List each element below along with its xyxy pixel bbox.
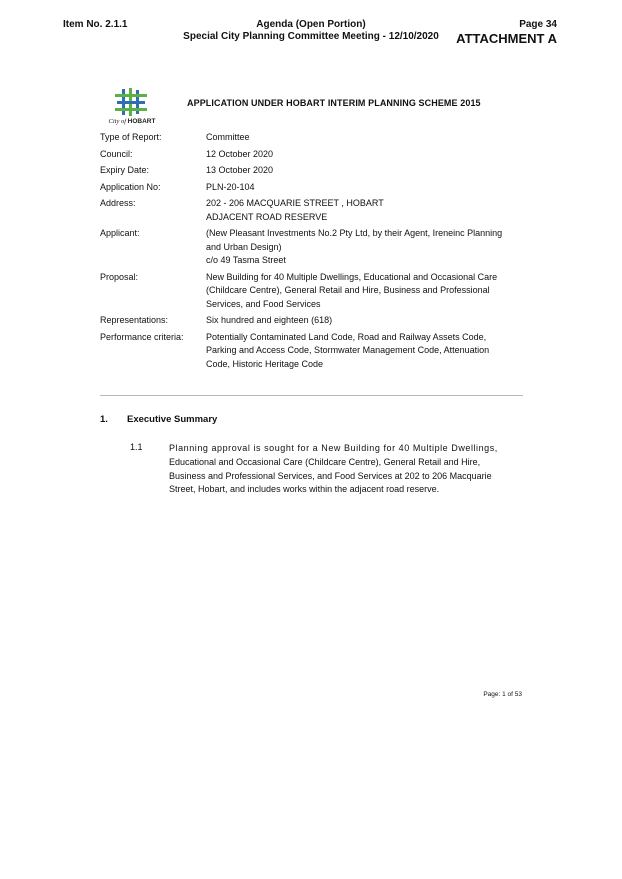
detail-row	[100, 227, 525, 268]
city-of-hobart-logo	[104, 88, 160, 130]
item-number: Item No. 2.1.1	[63, 19, 128, 30]
detail-value	[206, 148, 525, 162]
executive-summary-paragraph	[169, 442, 522, 497]
detail-value-line: 13 October 2020	[206, 165, 274, 175]
detail-label: Applicant:	[100, 228, 140, 238]
section-title: Executive Summary	[127, 414, 218, 425]
detail-label: Representations:	[100, 315, 169, 325]
section-number: 1.	[100, 414, 108, 425]
detail-row	[100, 181, 525, 195]
detail-value	[206, 164, 525, 178]
detail-value	[206, 314, 525, 328]
detail-value	[206, 271, 525, 312]
meeting-title: Special City Planning Committee Meeting - 12/10/2020	[183, 31, 439, 42]
detail-row	[100, 271, 525, 312]
detail-value	[206, 181, 525, 195]
detail-label: Proposal:	[100, 271, 139, 282]
logo-mark-icon	[115, 88, 147, 116]
detail-value-line: c/o 49 Tasma Street	[206, 255, 286, 265]
page-title: APPLICATION UNDER HOBART INTERIM PLANNING SCHEME 2015	[187, 98, 481, 108]
detail-label: Address:	[100, 198, 136, 208]
detail-value-line: (Childcare Centre), General Retail and Hire, Business and Professional	[206, 285, 490, 295]
detail-value-line: Potentially Contaminated Land Code, Road and Railway Assets Code,	[206, 331, 487, 342]
detail-value	[206, 197, 525, 224]
paragraph-line: Planning approval is sought for a New Building for 40 Multiple Dwellings,	[169, 443, 498, 453]
paragraph-line: Educational and Occasional Care (Childcare Centre), General Retail and Hire,	[169, 456, 481, 467]
detail-value-line: PLN-20-104	[206, 181, 255, 192]
paragraph-number: 1.1	[130, 442, 143, 452]
detail-value-line: 202 - 206 MACQUARIE STREET , HOBART	[206, 198, 384, 208]
detail-value-line: Parking and Access Code, Stormwater Management Code, Attenuation	[206, 345, 490, 355]
detail-value-line: 12 October 2020	[206, 148, 274, 159]
attachment-label: ATTACHMENT A	[456, 31, 557, 46]
detail-value-line: ADJACENT ROAD RESERVE	[206, 211, 328, 222]
detail-value-line: New Building for 40 Multiple Dwellings, Educational and Occasional Care	[206, 271, 498, 282]
page-footer: Page: 1 of 53	[483, 691, 522, 698]
page-number: Page 34	[519, 19, 557, 30]
detail-row	[100, 164, 525, 178]
detail-label: Council:	[100, 148, 133, 159]
detail-value-line: Services, and Food Services	[206, 298, 321, 309]
detail-value-line: Six hundred and eighteen (618)	[206, 315, 333, 325]
detail-value-line: Code, Historic Heritage Code	[206, 358, 324, 369]
detail-value-line: Committee	[206, 132, 250, 142]
detail-row	[100, 197, 525, 224]
paragraph-line: Street, Hobart, and includes works within the adjacent road reserve.	[169, 484, 440, 495]
divider	[100, 395, 523, 396]
detail-label: Performance criteria:	[100, 331, 184, 342]
logo-wordmark: City of HOBART	[108, 118, 156, 125]
detail-label: Expiry Date:	[100, 165, 150, 175]
detail-row	[100, 331, 525, 372]
page-header	[456, 19, 557, 46]
application-details	[100, 131, 525, 374]
detail-value	[206, 227, 525, 268]
paragraph-line: Business and Professional Services, and Food Services at 202 to 206 Macquarie	[169, 470, 492, 481]
detail-label: Application No:	[100, 181, 161, 192]
detail-row	[100, 314, 525, 328]
detail-label: Type of Report:	[100, 132, 162, 142]
detail-value	[206, 331, 525, 372]
detail-row	[100, 131, 525, 145]
detail-value	[206, 131, 525, 145]
detail-value-line: (New Pleasant Investments No.2 Pty Ltd, by their Agent, Ireneinc Planning	[206, 228, 503, 238]
detail-value-line: and Urban Design)	[206, 241, 282, 252]
agenda-title: Agenda (Open Portion)	[256, 19, 366, 30]
detail-row	[100, 148, 525, 162]
